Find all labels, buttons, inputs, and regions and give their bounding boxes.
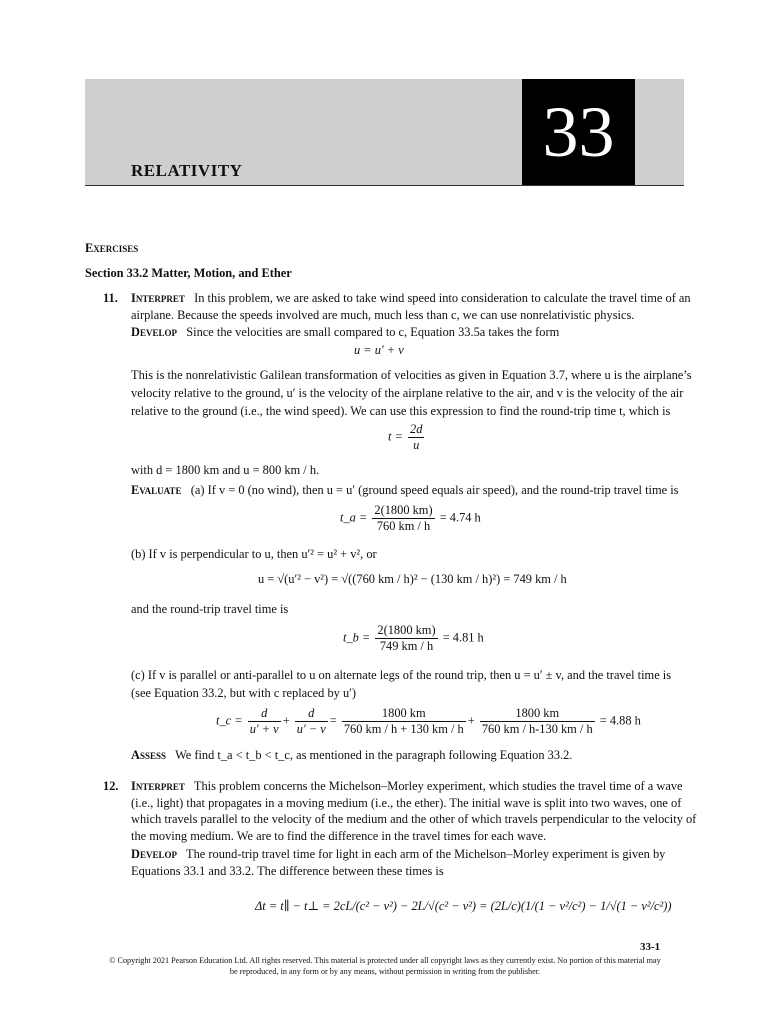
fraction <box>372 503 434 534</box>
develop-label: Develop <box>131 325 177 339</box>
copyright-line-1: © Copyright 2021 Pearson Education Ltd. All rights reserved. This material is protected under all copyright laws as they currently exist. No portion of this material may <box>109 956 661 965</box>
interpret-label: Interpret <box>131 779 185 793</box>
fraction <box>375 623 437 654</box>
fraction-3 <box>342 706 466 737</box>
develop-text: The round-trip travel time for light in each arm of the Michelson–Morley experiment is given by <box>186 847 666 861</box>
equation-tc: t_c = $\frac{d}{u' + v}$ + $\frac{d}{u' - v}$ = $\frac{1800 km}{760 km / h + 130 km / h}$ + $\frac{1800 km}{760 km / h-130 km / h}$ = 4.88 h <box>216 706 641 736</box>
and-text: and the round-trip travel time is <box>131 602 289 616</box>
evaluate-11 <box>131 481 679 500</box>
eq-lhs: t = <box>388 429 403 444</box>
eq-rhs: = 4.88 h <box>599 713 641 728</box>
part-c-line2: (see Equation 33.2, but with c replaced by u′) <box>131 686 356 700</box>
section-heading: Exercises <box>85 241 139 255</box>
numerator: 2(1800 km) <box>374 503 433 517</box>
chapter-title: RELATIVITY <box>131 161 243 180</box>
numerator: 1800 km <box>515 706 560 720</box>
develop-text: Since the velocities are small compared to c, Equation 33.5a takes the form <box>186 325 560 339</box>
para-11-line1: This is the nonrelativistic Galilean transformation of velocities as given in Equation 3.7, where u is the airplane’s <box>131 368 692 382</box>
evaluate-text: (a) If v = 0 (no wind), then u = u′ (ground speed equals air speed), and the round-trip travel time is <box>190 483 679 497</box>
numerator: 2d <box>410 422 423 436</box>
fraction-1 <box>248 706 281 737</box>
copyright-notice <box>85 956 685 977</box>
eq-lhs: t_a = <box>340 510 368 525</box>
problem-number-12: 12. <box>103 779 119 793</box>
denominator: u′ + v <box>249 722 279 736</box>
interpret-11-line2: airplane. Because the speeds involved are much, much less than c, we can use nonrelativistic physics. <box>131 308 635 322</box>
numerator: 1800 km <box>381 706 426 720</box>
with-line: with d = 1800 km and u = 800 km / h. <box>131 463 320 477</box>
para-11-line3: relative to the ground (i.e., the wind speed). We can use this expression to find the round-trip time t, which is <box>131 404 671 418</box>
interpret-12-line4: the moving medium. We are to find the difference in the travel times for each wave. <box>131 829 547 843</box>
eq-lhs: t_b = <box>343 630 371 645</box>
equation-tb <box>343 623 484 654</box>
develop-11 <box>131 323 559 342</box>
develop-label: Develop <box>131 847 177 861</box>
fraction-2 <box>295 706 328 737</box>
evaluate-label: Evaluate <box>131 483 182 497</box>
assess-11 <box>131 746 572 765</box>
equation-time <box>388 422 426 453</box>
assess-text: We find t_a < t_b < t_c, as mentioned in the paragraph following Equation 33.2. <box>175 748 573 762</box>
subsection-heading: Section 33.2 Matter, Motion, and Ether <box>85 266 292 280</box>
denominator: u <box>408 437 424 453</box>
part-b-text: (b) If v is perpendicular to u, then u′² = u² + v², or <box>131 547 377 561</box>
numerator: d <box>261 706 268 720</box>
interpret-12-line2: (i.e., light) that propagates in a moving medium (i.e., the ether). The initial wave is split into two waves, one of <box>131 796 682 810</box>
para-11-line2: velocity relative to the ground, u′ is the velocity of the airplane relative to the air, and v is the velocity of the air <box>131 386 684 400</box>
page-number: 33-1 <box>640 941 661 953</box>
equation-ta <box>340 503 481 534</box>
eq-rhs: = 4.81 h <box>442 630 484 645</box>
eq-lhs: t_c = <box>216 713 243 728</box>
denominator: 760 km / h <box>372 518 434 534</box>
numerator: d <box>308 706 315 720</box>
eq-rhs: = 4.74 h <box>439 510 481 525</box>
assess-label: Assess <box>131 748 166 762</box>
equation-delta-t: Δt = t∥ − t⊥ = 2cL/(c² − v²) − 2L/√(c² − v²) = (2L/c)(1/(1 − v²/c²) − 1/√(1 − v²/c²)) <box>255 899 672 913</box>
fraction-4 <box>480 706 595 737</box>
equation-galilean: u = u′ + v <box>354 343 404 357</box>
interpret-label: Interpret <box>131 291 185 305</box>
numerator: 2(1800 km) <box>377 623 436 637</box>
denominator: 760 km / h-130 km / h <box>481 722 593 736</box>
interpret-12-line1 <box>131 777 683 796</box>
equation-u: u = √(u′² − v²) = √((760 km / h)² − (130 km / h)²) = 749 km / h <box>258 572 567 586</box>
interpret-11-line1 <box>131 289 691 308</box>
interpret-12-line3: which travels parallel to the velocity of the medium and the other of which travels perpendicular to the velocity of <box>131 812 697 826</box>
part-c-line1: (c) If v is parallel or anti-parallel to u on alternate legs of the round trip, then u = u′ ± v, and the travel time is <box>131 668 672 682</box>
chapter-number: 33 <box>522 79 635 185</box>
develop-12-line2: Equations 33.1 and 33.2. The difference between these times is <box>131 864 444 878</box>
denominator: 749 km / h <box>375 638 437 654</box>
develop-12-line1 <box>131 845 665 864</box>
fraction <box>408 422 424 453</box>
copyright-line-2: be reproduced, in any form or by any means, without permission in writing from the publisher. <box>229 966 541 976</box>
interpret-text: In this problem, we are asked to take wind speed into consideration to calculate the travel time of an <box>194 291 691 305</box>
denominator: 760 km / h + 130 km / h <box>343 722 464 736</box>
denominator: u′ − v <box>296 722 326 736</box>
banner-rule <box>85 185 684 186</box>
interpret-text: This problem concerns the Michelson–Morley experiment, which studies the travel time of a wave <box>193 779 683 793</box>
problem-number-11: 11. <box>103 291 118 305</box>
